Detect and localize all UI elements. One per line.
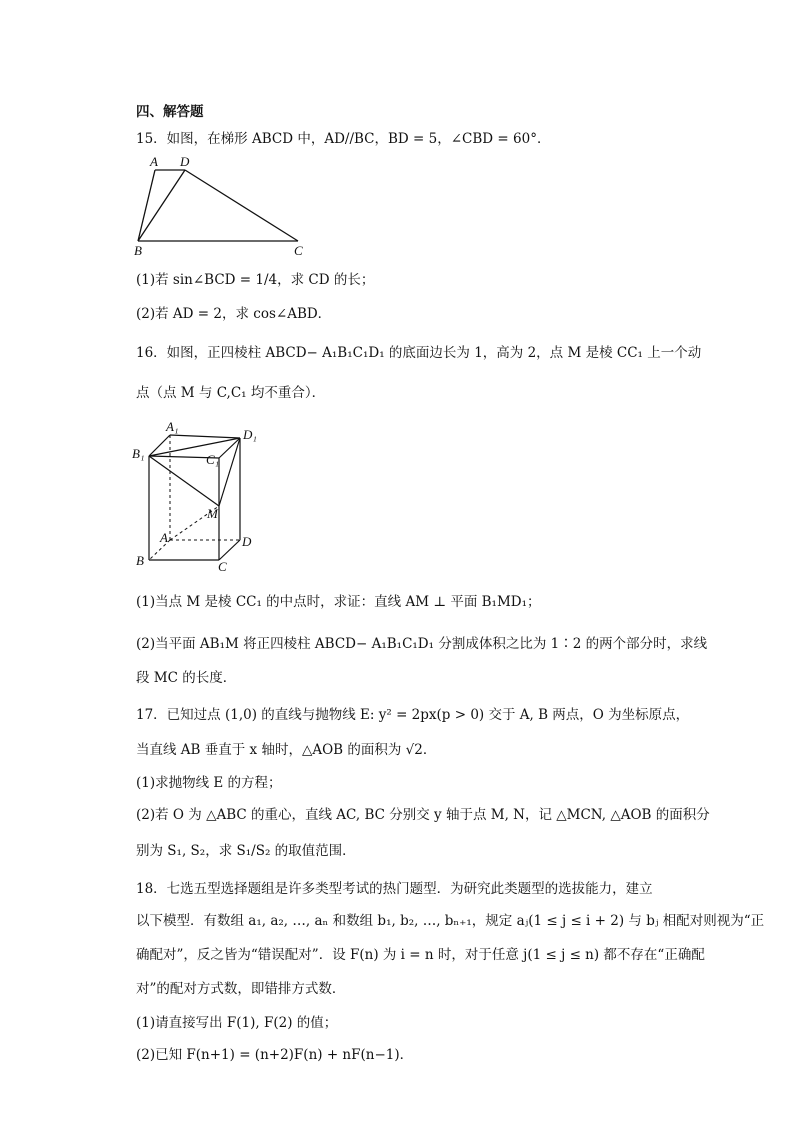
q16-label-m: M — [207, 506, 218, 521]
q15-label-b: B — [134, 243, 142, 258]
q15-part2: (2)若 AD = 2，求 cos∠ABD． — [136, 306, 332, 322]
q16-label-d1: D₁ — [243, 427, 257, 442]
q17-part1: (1)求抛物线 E 的方程； — [136, 775, 282, 791]
q16-part2-line2: 段 MC 的长度． — [136, 670, 237, 686]
q16-part1: (1)当点 M 是棱 CC₁ 的中点时，求证：直线 AM ⊥ 平面 B₁MD₁； — [136, 594, 541, 610]
q16-label-d: D — [242, 534, 252, 549]
q15-edge-dc — [185, 170, 298, 241]
section-heading: 四、解答题 — [136, 104, 204, 120]
q15-label-a: A — [150, 154, 158, 169]
q18-stem-line1: 18．七选五型选择题组是许多类型考试的热门题型．为研究此类题型的选拔能力，建立 — [136, 881, 653, 897]
q16-part2-line1: (2)当平面 AB₁M 将正四棱柱 ABCD− A₁B₁C₁D₁ 分割成体积之比为 1∶2 的两个部分时，求线 — [136, 636, 708, 652]
q18-stem-line3: 确配对”，反之皆为“错误配对”．设 F(n) 为 i = n 时，对于任意 j(1 ≤ j ≤ n) 都不存在“正确配 — [136, 947, 705, 963]
q16-prism-figure — [130, 418, 270, 578]
q15-edge-ab — [138, 170, 155, 241]
q16-label-a1: A₁ — [166, 419, 179, 434]
q18-part2: (2)已知 F(n+1) = (n+2)F(n) + nF(n−1)． — [136, 1047, 414, 1063]
q17-stem-line1: 17．已知过点 (1,0) 的直线与抛物线 E: y² = 2px(p > 0) 交于 A, B 两点，O 为坐标原点， — [136, 707, 690, 723]
q15-stem: 15．如图，在梯形 ABCD 中，AD//BC，BD = 5，∠CBD = 60°． — [136, 131, 551, 147]
q15-label-d: D — [180, 154, 190, 169]
q16-label-b1: B₁ — [132, 446, 145, 461]
q17-part2-line1: (2)若 O 为 △ABC 的重心，直线 AC, BC 分别交 y 轴于点 M, N，记 △MCN, △AOB 的面积分 — [136, 807, 710, 823]
q16-label-c1: C₁ — [206, 452, 220, 467]
q15-label-c: C — [294, 243, 303, 258]
q16-stem-line2: 点（点 M 与 C,C₁ 均不重合）． — [136, 385, 326, 401]
q16-label-c: C — [218, 559, 227, 574]
q16-label-b: B — [136, 553, 144, 568]
q18-stem-line4: 对”的配对方式数，即错排方式数． — [136, 981, 346, 997]
q15-part1: (1)若 sin∠BCD = 1/4，求 CD 的长； — [136, 272, 375, 288]
q18-part1: (1)请直接写出 F(1), F(2) 的值； — [136, 1015, 338, 1031]
q16-stem-line1: 16．如图，正四棱柱 ABCD− A₁B₁C₁D₁ 的底面边长为 1，高为 2，点 M 是棱 CC₁ 上一个动 — [136, 345, 702, 361]
q16-label-a: A — [160, 530, 168, 545]
q15-edge-bd — [138, 170, 185, 241]
q17-stem-line2: 当直线 AB 垂直于 x 轴时，△AOB 的面积为 √2． — [136, 742, 437, 758]
q17-part2-line2: 别为 S₁, S₂，求 S₁/S₂ 的取值范围． — [136, 843, 356, 859]
q18-stem-line2: 以下模型．有数组 a₁, a₂, …, aₙ 和数组 b₁, b₂, …, bₙ₊₁，规定 aⱼ(1 ≤ j ≤ i + 2) 与 bⱼ 相配对则视为“正 — [136, 913, 765, 929]
q15-trapezoid-figure — [126, 150, 326, 262]
